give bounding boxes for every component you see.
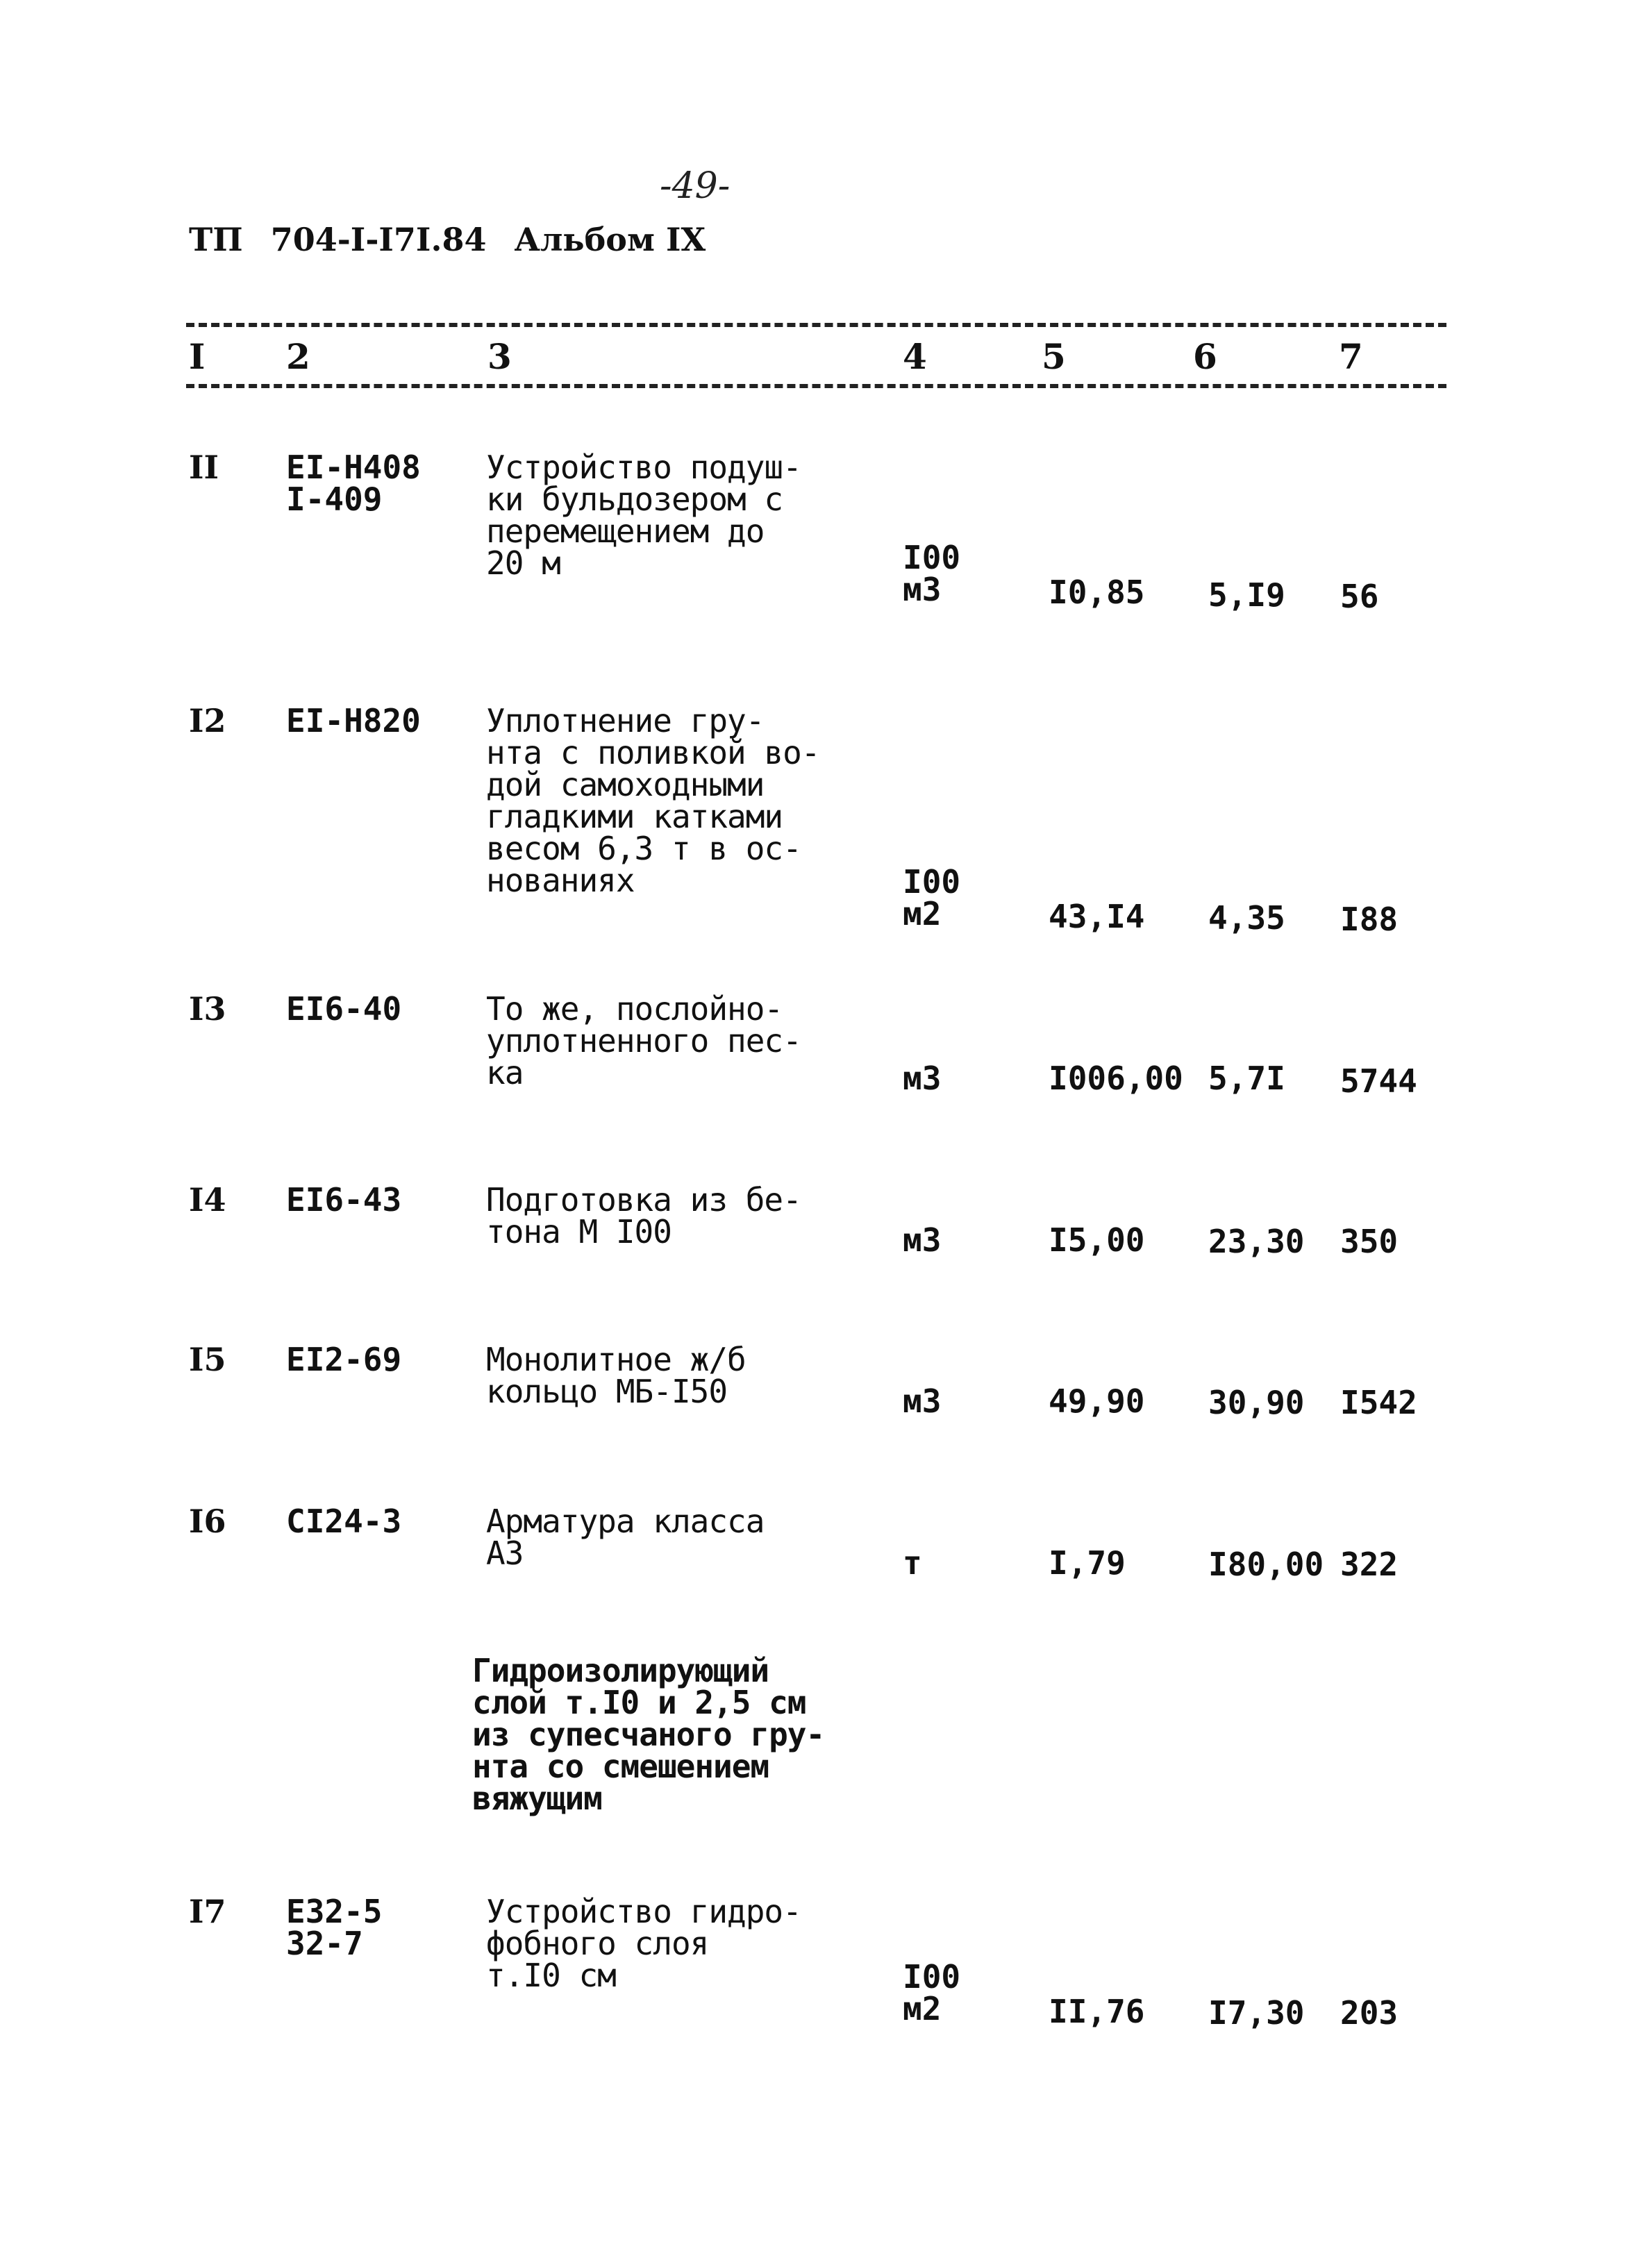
row-price: 5,7I: [1208, 1060, 1285, 1097]
row-total: 56: [1340, 578, 1379, 615]
row-description: Арматура класса А3: [486, 1503, 765, 1572]
row-description: Монолитное ж/б кольцо МБ-I50: [486, 1341, 746, 1410]
row-total: 5744: [1340, 1062, 1417, 1100]
row-quantity: I,79: [1049, 1544, 1126, 1582]
header-album: Альбом IX: [514, 221, 706, 258]
row-code: EI6-43: [286, 1181, 402, 1219]
row-price: 5,I9: [1208, 576, 1285, 614]
row-total: 322: [1340, 1546, 1399, 1583]
col-header-2: 2: [286, 336, 310, 377]
row-total: 203: [1340, 1994, 1399, 2032]
col-header-3: 3: [487, 336, 512, 377]
row-unit: м3: [903, 1221, 942, 1259]
page-number: -49-: [660, 165, 731, 207]
row-number: I7: [189, 1893, 226, 1930]
row-quantity: 49,90: [1049, 1382, 1145, 1420]
row-number: I4: [189, 1181, 226, 1219]
row-unit: I00 м2: [903, 1958, 961, 2027]
row-total: I88: [1340, 901, 1399, 938]
col-header-5: 5: [1042, 336, 1066, 377]
row-code: CI24-3: [286, 1503, 402, 1540]
row-quantity: II,76: [1049, 1993, 1145, 2030]
row-unit: I00 м3: [903, 539, 961, 608]
col-header-7: 7: [1339, 336, 1363, 377]
row-description: Устройство подуш- ки бульдозером с перемещением до 20 м: [486, 449, 801, 582]
header-prefix: ТП: [189, 221, 243, 258]
col-header-4: 4: [903, 336, 927, 377]
table-top-rule: [186, 323, 1446, 327]
row-quantity: I006,00: [1049, 1060, 1183, 1097]
row-description: Подготовка из бе- тона М I00: [486, 1181, 801, 1250]
row-unit: м3: [903, 1382, 942, 1420]
row-number: I6: [189, 1503, 226, 1540]
row-number: I2: [189, 702, 226, 739]
row-code: EI-H820: [286, 702, 421, 739]
col-header-1: I: [189, 336, 206, 377]
row-code: EI2-69: [286, 1341, 402, 1378]
row-description: Устройство гидро- фобного слоя т.I0 см: [486, 1893, 801, 1994]
row-price: 4,35: [1208, 899, 1285, 937]
row-number: II: [189, 449, 219, 486]
row-unit: I00 м2: [903, 863, 961, 932]
document-header: [189, 221, 722, 258]
section-note: Гидроизолирующий слой т.I0 и 2,5 см из супесчаного гру- нта со смешением вяжущим: [472, 1652, 825, 1817]
row-unit: т: [903, 1544, 922, 1582]
row-code: E32-5 32-7: [286, 1893, 383, 1962]
row-total: I542: [1340, 1384, 1417, 1421]
row-code: EI6-40: [286, 990, 402, 1028]
row-number: I3: [189, 990, 226, 1028]
row-price: I7,30: [1208, 1994, 1305, 2032]
row-description: Уплотнение гру- нта с поливкой во- дой самоходными гладкими катками весом 6,3 т в ос- нованиях: [486, 702, 820, 899]
row-code: EI-H408 I-409: [286, 449, 421, 518]
row-total: 350: [1340, 1223, 1399, 1260]
row-unit: м3: [903, 1060, 942, 1097]
table-header-rule: [186, 384, 1446, 388]
row-number: I5: [189, 1341, 226, 1378]
row-price: 23,30: [1208, 1223, 1305, 1260]
row-description: То же, послойно- уплотненного пес- ка: [486, 990, 801, 1091]
row-quantity: I0,85: [1049, 574, 1145, 611]
row-price: 30,90: [1208, 1384, 1305, 1421]
row-price: I80,00: [1208, 1546, 1324, 1583]
row-quantity: I5,00: [1049, 1221, 1145, 1259]
col-header-6: 6: [1193, 336, 1217, 377]
header-code: 704-I-I7I.84: [270, 221, 487, 258]
row-quantity: 43,I4: [1049, 898, 1145, 935]
